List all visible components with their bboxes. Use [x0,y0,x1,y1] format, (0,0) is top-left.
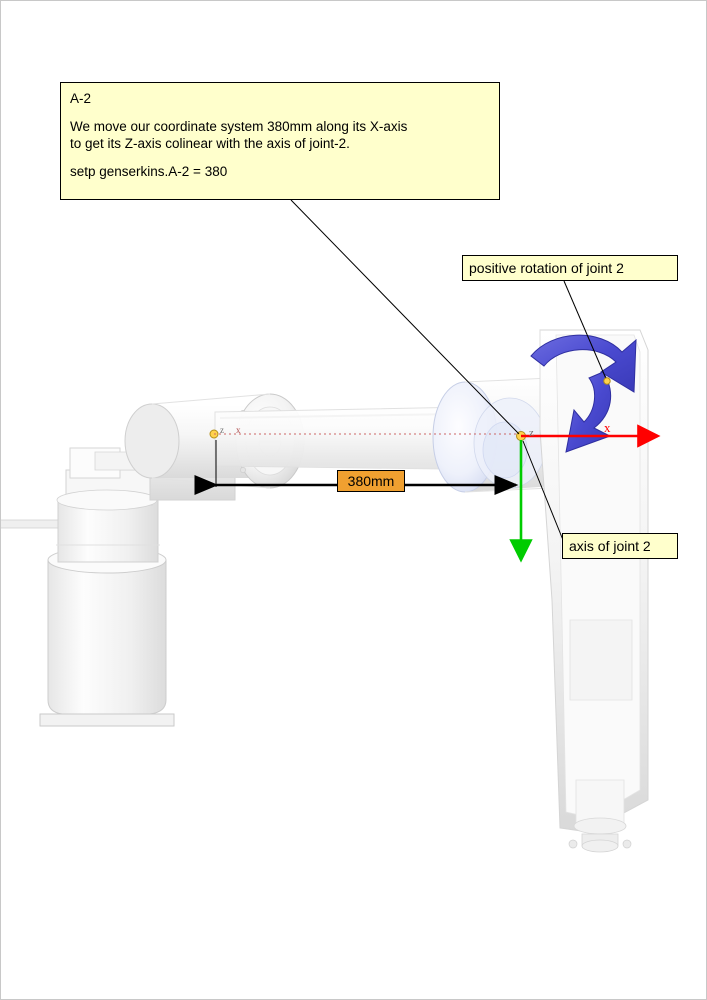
label-axis-of-joint-2: axis of joint 2 [562,533,678,559]
note-a2 [60,82,500,200]
label-positive-rotation: positive rotation of joint 2 [462,255,678,281]
left-frame-x-label: x [236,425,241,435]
note-a2-spacer-2 [70,152,490,164]
note-a2-command: setp genserkins.A-2 = 380 [70,164,228,180]
left-frame-z-label: z [220,425,224,435]
label-dimension-380mm: 380mm [337,470,405,492]
leader-note-a2 [291,200,519,434]
right-frame-z-label: z [529,427,534,439]
robot-base [0,448,174,726]
note-a2-line1: We move our coordinate system 380mm along its X-axis [70,119,408,135]
right-frame-x-label: x [604,420,611,435]
note-a2-spacer [70,107,490,119]
note-a2-line2: to get its Z-axis colinear with the axis of joint-2. [70,135,350,151]
note-a2-id: A-2 [70,91,92,106]
